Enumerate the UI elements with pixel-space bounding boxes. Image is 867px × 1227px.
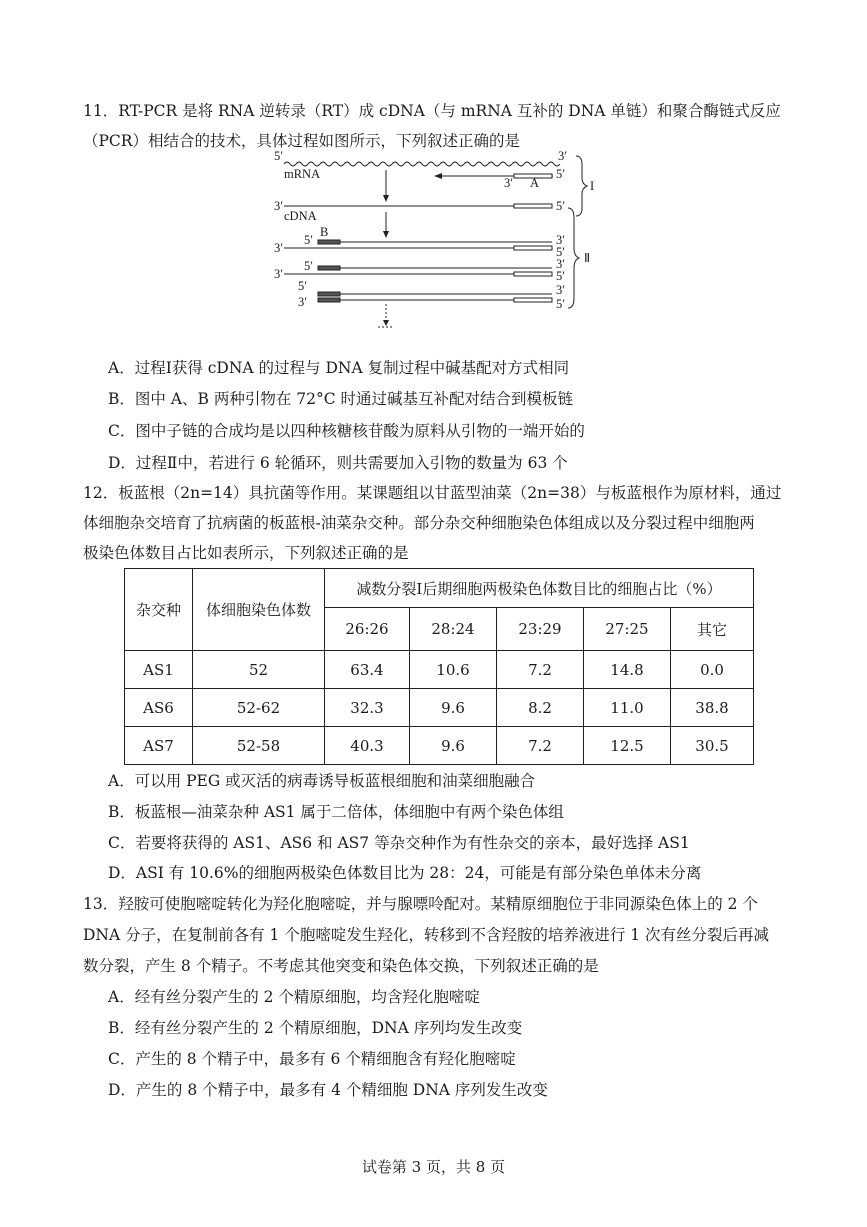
q13-option-d: D．产生的 8 个精子中，最多有 4 个精细胞 DNA 序列发生改变 xyxy=(108,1081,548,1099)
row-value: 32.3 xyxy=(325,689,410,727)
row-value: 0.0 xyxy=(671,651,754,689)
cdna-3-end: 3′ xyxy=(274,199,283,213)
row-value: 8.2 xyxy=(497,689,584,727)
row-chrom: 52 xyxy=(193,651,325,689)
q12-option-b: B．板蓝根—油菜杂种 AS1 属于二倍体，体细胞中有两个染色体组 xyxy=(108,803,564,821)
stage-1-label: I xyxy=(590,179,595,193)
pcr2b-5-end: 5′ xyxy=(556,269,565,283)
row-chrom: 52-62 xyxy=(193,689,325,727)
primer-a-label: A xyxy=(530,176,540,190)
q12-option-d: D．ASI 有 10.6%的细胞两极染色体数目比为 28：24，可能是有部分染色单体未分离 xyxy=(108,864,702,882)
row-value: 11.0 xyxy=(584,689,671,727)
q12-stem-line2: 体细胞杂交培育了抗病菌的板蓝根-油菜杂交种。部分杂交种细胞染色体组成以及分裂过程中细胞两 xyxy=(83,514,755,532)
cdna-label: cDNA xyxy=(284,209,317,223)
pcr1-5-end: 5′ xyxy=(304,233,313,247)
rt-pcr-diagram xyxy=(268,148,598,333)
primer-b xyxy=(318,240,340,244)
primer-a-3-end: 3′ xyxy=(504,176,513,190)
q13-option-b: B．经有丝分裂产生的 2 个精原细胞，DNA 序列均发生改变 xyxy=(108,1019,523,1037)
row-value: 14.8 xyxy=(584,651,671,689)
q11-option-d: D．过程Ⅱ中，若进行 6 轮循环，则共需要加入引物的数量为 63 个 xyxy=(108,454,568,472)
row-value: 7.2 xyxy=(497,651,584,689)
row-value: 9.6 xyxy=(410,727,497,765)
header-ratio: 26:26 xyxy=(325,608,410,651)
q11-option-c: C．图中子链的合成均是以四种核糖核苷酸为原料从引物的一端开始的 xyxy=(108,422,585,440)
header-hybrid: 杂交种 xyxy=(125,569,193,651)
pcr3b-3-end: 3′ xyxy=(298,295,307,309)
mrna-strand xyxy=(284,162,560,166)
pcr3-3-end: 3′ xyxy=(556,283,565,297)
q11-stem-line1: 11．RT-PCR 是将 RNA 逆转录（RT）成 cDNA（与 mRNA 互补的 DNA 单链）和聚合酶链式反应 xyxy=(83,102,781,120)
row-value: 38.8 xyxy=(671,689,754,727)
q12-stem-line1: 12．板蓝根（2n=14）具抗菌等作用。某课题组以甘蓝型油菜（2n=38）与板蓝根作为原材料，通过 xyxy=(83,484,782,502)
stage-2-label: Ⅱ xyxy=(584,251,591,265)
q13-stem-line1: 13．羟胺可使胞嘧啶转化为羟化胞嘧啶，并与腺嘌呤配对。某精原细胞位于非同源染色体上的 2 个 xyxy=(83,895,758,913)
pcr1b-3-end: 3′ xyxy=(274,241,283,255)
q13-option-a: A．经有丝分裂产生的 2 个精原细胞，均含羟化胞嘧啶 xyxy=(108,988,480,1006)
pcr3-5-end: 5′ xyxy=(298,279,307,293)
header-chromosome: 体细胞染色体数 xyxy=(193,569,325,651)
q13-stem-line2: DNA 分子，在复制前各有 1 个胞嘧啶发生羟化，转移到不含羟胺的培养液进行 1 次有丝分裂后再减 xyxy=(83,926,770,944)
mrna-5-end: 5′ xyxy=(274,149,283,163)
chromosome-table xyxy=(124,568,754,765)
table-row xyxy=(125,651,754,689)
row-name: AS7 xyxy=(125,727,193,765)
row-value: 9.6 xyxy=(410,689,497,727)
pcr2-3-end: 3′ xyxy=(556,257,565,271)
header-ratio: 其它 xyxy=(671,608,754,651)
mrna-label: mRNA xyxy=(284,167,321,181)
table-row xyxy=(125,727,754,765)
row-value: 7.2 xyxy=(497,727,584,765)
row-chrom: 52-58 xyxy=(193,727,325,765)
row-name: AS1 xyxy=(125,651,193,689)
q13-stem-line3: 数分裂，产生 8 个精子。不考虑其他突变和染色体交换，下列叙述正确的是 xyxy=(83,957,599,975)
row-name: AS6 xyxy=(125,689,193,727)
q11-option-b: B．图中 A、B 两种引物在 72°C 时通过碱基互补配对结合到模板链 xyxy=(108,390,574,408)
q11-option-a: A．过程Ⅰ获得 cDNA 的过程与 DNA 复制过程中碱基配对方式相同 xyxy=(108,359,570,377)
row-value: 12.5 xyxy=(584,727,671,765)
table-row xyxy=(125,689,754,727)
header-ratio-group: 减数分裂Ⅰ后期细胞两极染色体数目比的细胞占比（%） xyxy=(325,569,754,608)
pcr2b-3-end: 3′ xyxy=(274,267,283,281)
pcr1-3-end: 3′ xyxy=(556,233,565,247)
row-value: 40.3 xyxy=(325,727,410,765)
q12-option-a: A．可以用 PEG 或灭活的病毒诱导板蓝根细胞和油菜细胞融合 xyxy=(108,772,536,790)
header-ratio: 27:25 xyxy=(584,608,671,651)
row-value: 30.5 xyxy=(671,727,754,765)
q12-stem-line3: 极染色体数目占比如表所示，下列叙述正确的是 xyxy=(83,544,409,562)
primer-b-label: B xyxy=(320,225,329,239)
header-ratio: 28:24 xyxy=(410,608,497,651)
q12-option-c: C．若要将获得的 AS1、AS6 和 AS7 等杂交种作为有性杂交的亲本，最好选择 AS1 xyxy=(108,834,690,852)
q11-stem-line2: （PCR）相结合的技术，具体过程如图所示，下列叙述正确的是 xyxy=(83,132,520,150)
primer-a-5-end: 5′ xyxy=(556,167,565,181)
row-value: 63.4 xyxy=(325,651,410,689)
pcr2-5-end: 5′ xyxy=(304,259,313,273)
page-footer: 试卷第 3 页，共 8 页 xyxy=(361,1158,506,1176)
mrna-3-end: 3′ xyxy=(558,149,567,163)
q13-option-c: C．产生的 8 个精子中，最多有 6 个精细胞含有羟化胞嘧啶 xyxy=(108,1050,516,1068)
pcr3b-5-end: 5′ xyxy=(556,297,565,311)
row-value: 10.6 xyxy=(410,651,497,689)
pcr1b-5-end: 5′ xyxy=(556,245,565,259)
cdna-5-end: 5′ xyxy=(556,199,565,213)
header-ratio: 23:29 xyxy=(497,608,584,651)
